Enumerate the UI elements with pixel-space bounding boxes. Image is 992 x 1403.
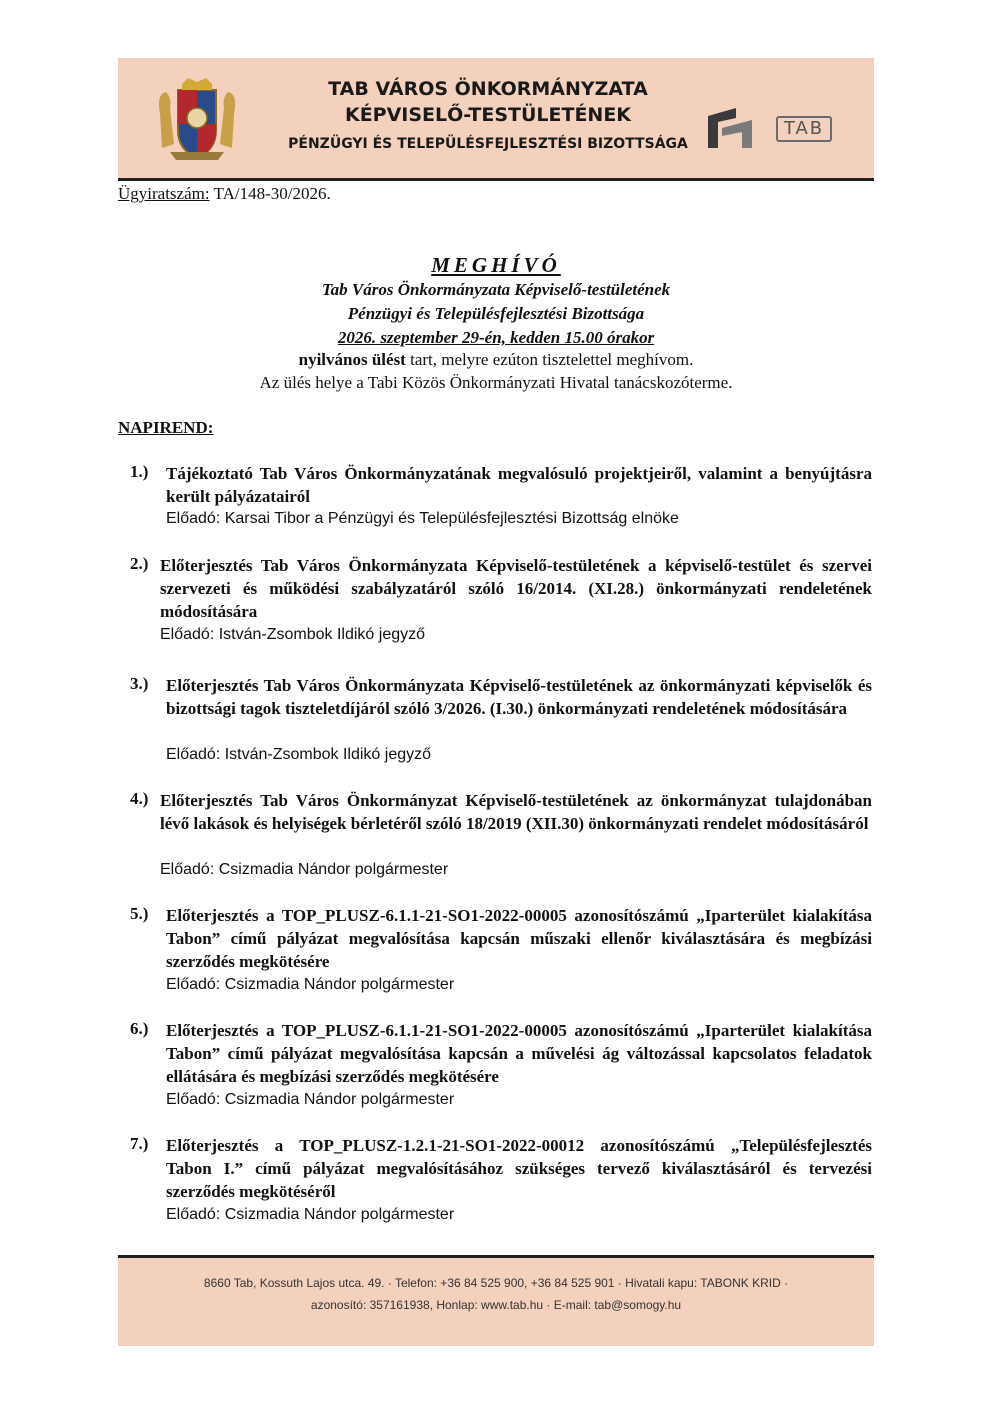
agenda-item-presenter: Előadó: Csizmadia Nándor polgármester (166, 976, 455, 993)
agenda-item-presenter: Előadó: István-Zsombok Ildikó jegyző (160, 626, 426, 643)
agenda-item-presenter: Előadó: Csizmadia Nándor polgármester (160, 861, 449, 878)
invitation-line-2: Pénzügyi és Településfejlesztési Bizottsága (347, 304, 645, 323)
public-session-bold: nyilvános ülést (298, 350, 406, 369)
agenda-item-number: 3.) (130, 674, 149, 693)
agenda-item-number: 4.) (130, 789, 149, 808)
header-line-3: PÉNZÜGYI ÉS TELEPÜLÉSFEJLESZTÉSI BIZOTTSÁGA (288, 136, 688, 152)
header-line-1: TAB VÁROS ÖNKORMÁNYZATA (328, 78, 648, 100)
footer-address-line: 8660 Tab, Kossuth Lajos utca. 49. · Telefon: +36 84 525 900, +36 84 525 901 · Hivatali kapu: TABONK KRID · (203, 1276, 789, 1290)
footer-contact-line: azonosító: 357161938, Honlap: www.tab.hu · E-mail: tab@somogy.hu (310, 1298, 682, 1312)
tab-logo-text: TAB (776, 116, 832, 142)
reference-number (118, 184, 331, 204)
reference-label: Ügyiratszám: (118, 184, 210, 203)
coat-of-arms-icon (152, 74, 242, 162)
agenda-item-text: Előterjesztés Tab Város Önkormányzata Képviselő-testületének a képviselő-testület és szervei szervezeti és működési szabályzatáról szóló 16/2014. (XI.28.) önkormányzati rendeletének módosítására (160, 556, 872, 621)
agenda-item-text: Előterjesztés a TOP_PLUSZ-1.2.1-21-SO1-2022-00012 azonosítószámú „Településfejlesztés Tabon I.” című pályázat megvalósításához szükséges tervező kiválasztásáról és tervezési szerződés megkötéséről (166, 1136, 872, 1201)
header-line-2: KÉPVISELŐ-TESTÜLETÉNEK (344, 104, 632, 126)
agenda-item-text: Előterjesztés a TOP_PLUSZ-6.1.1-21-SO1-2022-00005 azonosítószámú „Iparterület kialakítása Tabon” című pályázat megvalósítása kapcsán műszaki ellenőr kiválasztására és megbízási szerződés megkötésére (166, 906, 872, 971)
agenda-item-presenter: Előadó: Karsai Tibor a Pénzügyi és Településfejlesztési Bizottság elnöke (166, 510, 679, 527)
agenda-item-text: Előterjesztés Tab Város Önkormányzata Képviselő-testületének az önkormányzati képviselők és bizottsági tagok tiszteletdíjáról szóló 3/2026. (I.30.) önkormányzati rendeletének módosítására (166, 676, 872, 718)
agenda-item-text: Tájékoztató Tab Város Önkormányzatának megvalósuló projektjeiről, valamint a benyújtásra került pályázatairól (166, 464, 872, 506)
agenda-item-presenter: Előadó: István-Zsombok Ildikó jegyző (166, 746, 432, 763)
agenda-item-number: 1.) (130, 462, 149, 481)
agenda-item-text: Előterjesztés a TOP_PLUSZ-6.1.1-21-SO1-2022-00005 azonosítószámú „Iparterület kialakítása Tabon” című pályázat megvalósítása kapcsán a művelési ág változással kapcsolatos feladatok ellátására és megbízási szerződés megkötésére (166, 1021, 872, 1086)
agenda-item-number: 6.) (130, 1019, 149, 1038)
agenda-item-presenter: Előadó: Csizmadia Nándor polgármester (166, 1091, 455, 1108)
agenda-item-number: 2.) (130, 554, 149, 573)
agenda-heading: NAPIREND: (118, 418, 214, 437)
public-session-rest: tart, melyre ezúton tisztelettel meghívom. (405, 350, 694, 369)
public-session-line (118, 350, 874, 370)
agenda-item-text: Előterjesztés Tab Város Önkormányzat Képviselő-testületének az önkormányzat tulajdonában lévő lakások és helyiségek bérletéről szóló 18/2019 (XII.30) önkormányzati rendelet módosításáról (160, 791, 872, 833)
agenda-item-number: 7.) (130, 1134, 149, 1153)
reference-value: TA/148-30/2026. (213, 184, 331, 203)
invitation-line-1: Tab Város Önkormányzata Képviselő-testületének (321, 280, 671, 299)
agenda-item-number: 5.) (130, 904, 149, 923)
meeting-date: 2026. szeptember 29-én, kedden 15.00 órakor (337, 328, 655, 347)
agenda-item-presenter: Előadó: Csizmadia Nándor polgármester (166, 1206, 455, 1223)
venue-line: Az ülés helye a Tabi Közös Önkormányzati Hivatal tanácskozóterme. (259, 373, 733, 392)
footer (118, 1255, 874, 1346)
letterhead (118, 58, 874, 181)
invitation-title: MEGHÍVÓ (431, 253, 561, 277)
